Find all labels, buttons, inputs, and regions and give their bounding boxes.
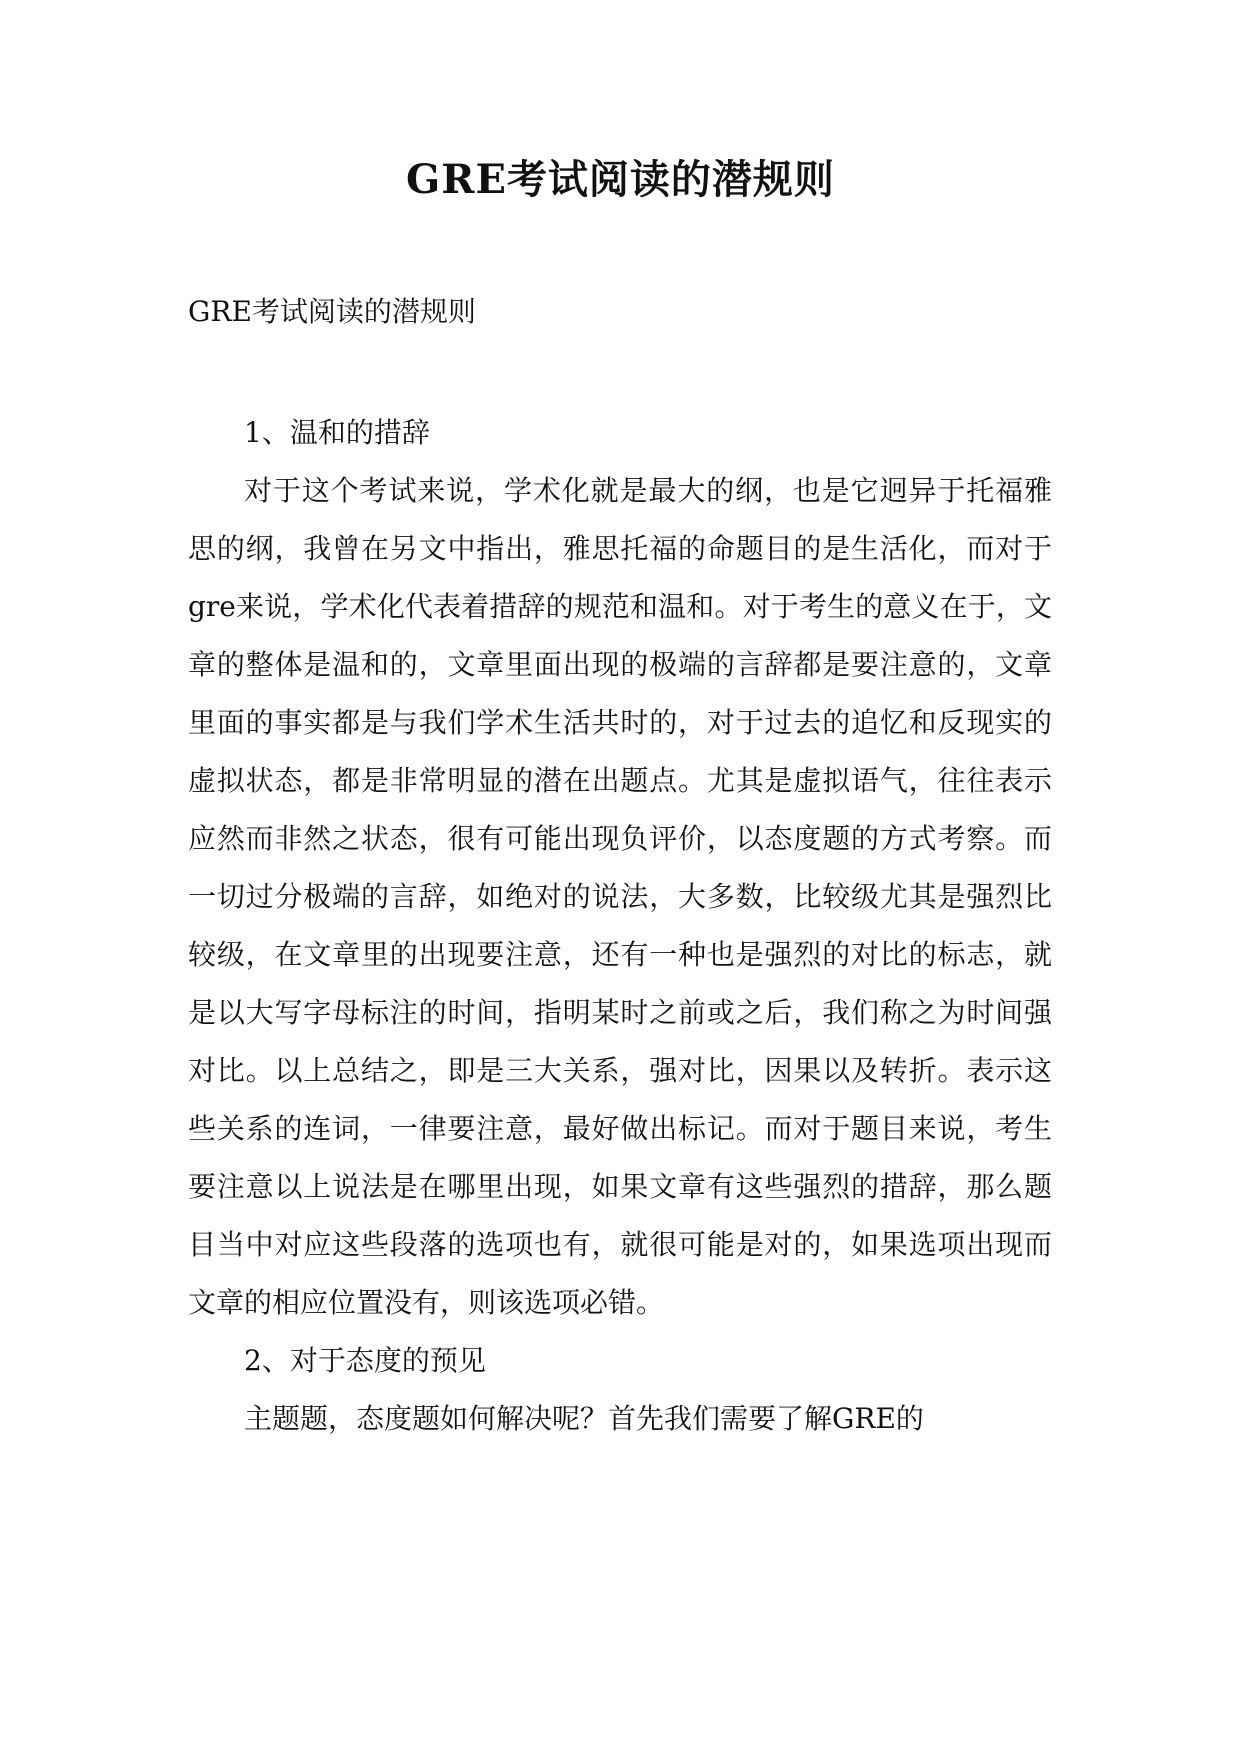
section-heading-2: 2、对于态度的预见: [244, 1344, 486, 1377]
body-paragraph-2: 主题题，态度题如何解决呢？首先我们需要了解GRE的: [244, 1402, 924, 1435]
document-title: GRE考试阅读的潜规则: [406, 156, 835, 203]
body-paragraph-1: 对于这个考试来说，学术化就是最大的纲，也是它迥异于托福雅思的纲，我曾在另文中指出，雅思托福的命题目的是生活化，而对于gre来说，学术化代表着措辞的规范和温和。对于考生的意义在于，文章的整体是温和的，文章里面出现的极端的言辞都是要注意的，文章里面的事实都是与我们学术生活共时的，对于过去的追忆和反现实的虚拟状态，都是非常明显的潜在出题点。尤其是虚拟语气，往往表示应然而非然之状态，很有可能出现负评价，以态度题的方式考察。而一切过分极端的言辞，如绝对的说法，大多数，比较级尤其是强烈比较级，在文章里的出现要注意，还有一种也是强烈的对比的标志，就是以大写字母标注的时间，指明某时之前或之后，我们称之为时间强对比。以上总结之，即是三大关系，强对比，因果以及转折。表示这些关系的连词，一律要注意，最好做出标记。而对于题目来说，考生要注意以上说法是在哪里出现，如果文章有这些强烈的措辞，那么题目当中对应这些段落的选项也有，就很可能是对的，如果选项出现而文章的相应位置没有，则该选项必错。: [188, 474, 1052, 1319]
document-body: [188, 404, 1052, 1448]
document-subtitle: GRE考试阅读的潜规则: [188, 295, 476, 328]
section-heading-1: 1、温和的措辞: [244, 416, 430, 449]
